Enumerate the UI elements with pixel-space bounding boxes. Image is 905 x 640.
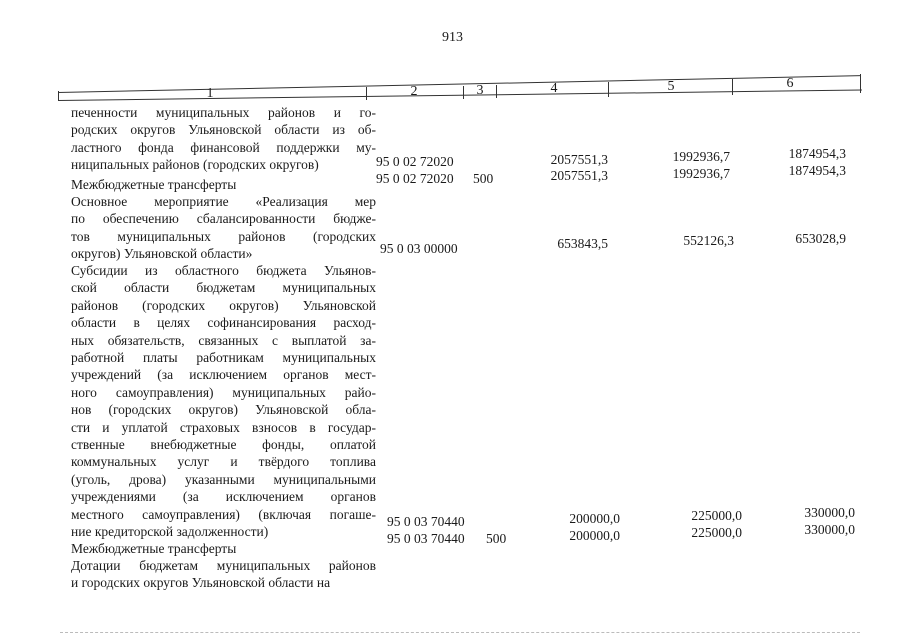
- row-description-line: Субсидии из областного бюджета Ульянов-: [71, 263, 376, 278]
- row-description-line: (уголь, дрова) указанными муниципальными: [71, 471, 376, 487]
- row-code: 95 0 03 70440: [387, 514, 465, 529]
- row-value-col5: 225000,0: [691, 508, 742, 523]
- header-col-5: 5: [667, 79, 675, 94]
- row-description-line: родских округов Ульяновской области из об-: [71, 122, 376, 138]
- header-col-3: 3: [476, 83, 484, 98]
- row-value-col6: 653028,9: [795, 231, 846, 246]
- row-code: 95 0 03 00000: [380, 241, 458, 256]
- row-description-line: ской области бюджетам муниципальных: [71, 280, 376, 296]
- row-description-line: ниципальных районов (городских округов): [71, 157, 319, 173]
- row-description-line: ластного фонда финансовой поддержки му-: [71, 139, 376, 155]
- row-value-col6: 330000,0: [804, 505, 855, 520]
- row-type: 500: [486, 531, 507, 546]
- header-col-4: 4: [550, 81, 558, 96]
- row-value-col5: 552126,3: [683, 233, 734, 248]
- row-description-line: и городских округов Ульяновской области на: [71, 575, 331, 591]
- page-number: 913: [442, 30, 463, 45]
- row-description-line: сти и уплатой страховых взносов в государ-: [71, 419, 376, 435]
- row-value-col4: 653843,5: [557, 236, 608, 251]
- header-col-1: 1: [206, 86, 214, 101]
- row-description-line: учреждений (за исключением органов мест-: [71, 367, 376, 383]
- row-description-line: коммунальных услуг и твёрдого топлива: [71, 454, 376, 470]
- row-description-line: округов) Ульяновской области»: [71, 246, 253, 262]
- bottom-divider: [60, 632, 860, 633]
- row-description-line: по обеспечению сбалансированности бюдже-: [71, 211, 376, 227]
- row-description-line: ственные внебюджетные фонды, оплатой: [71, 437, 376, 452]
- row-description-line: Межбюджетные трансферты: [71, 541, 237, 556]
- row-code: 95 0 02 72020: [376, 171, 454, 186]
- row-description-line: Дотации бюджетам муниципальных районов: [71, 558, 376, 573]
- row-description-line: Межбюджетные трансферты: [71, 177, 237, 192]
- row-description-line: ние кредиторской задолженности): [71, 524, 269, 539]
- row-description-line: районов (городских округов) Ульяновской: [71, 297, 376, 313]
- row-value-col6: 1874954,3: [788, 146, 846, 161]
- row-value-col4: 2057551,3: [550, 168, 608, 183]
- row-description-line: ного самоуправления) муниципальных райо-: [71, 384, 376, 400]
- row-description-line: учреждениями (за исключением органов: [71, 489, 376, 505]
- row-description-line: тов муниципальных районов (городских: [71, 228, 376, 244]
- row-type: 500: [473, 171, 494, 186]
- row-description-line: печенности муниципальных районов и го-: [71, 105, 376, 120]
- row-description-line: ных обязательств, связанных с выплатой за-: [71, 332, 376, 348]
- row-value-col5: 225000,0: [691, 525, 742, 540]
- row-value-col4: 200000,0: [569, 528, 620, 543]
- row-value-col6: 1874954,3: [788, 163, 846, 178]
- row-description-line: местного самоуправления) (включая погаше-: [71, 506, 376, 522]
- row-value-col5: 1992936,7: [672, 166, 730, 181]
- row-value-col4: 2057551,3: [550, 152, 608, 167]
- row-value-col4: 200000,0: [569, 511, 620, 526]
- row-description-line: работной платы работникам муниципальных: [71, 350, 376, 365]
- header-col-6: 6: [786, 76, 794, 91]
- row-value-col6: 330000,0: [804, 522, 855, 537]
- row-description-line: Основное мероприятие «Реализация мер: [71, 194, 376, 209]
- row-value-col5: 1992936,7: [672, 149, 730, 164]
- row-code: 95 0 02 72020: [376, 154, 454, 169]
- header-col-2: 2: [410, 84, 418, 99]
- row-description-line: области в целях софинансирования расход-: [71, 315, 376, 331]
- row-description-line: нов (городских округов) Ульяновской обла-: [71, 402, 376, 418]
- row-code: 95 0 03 70440: [387, 531, 465, 546]
